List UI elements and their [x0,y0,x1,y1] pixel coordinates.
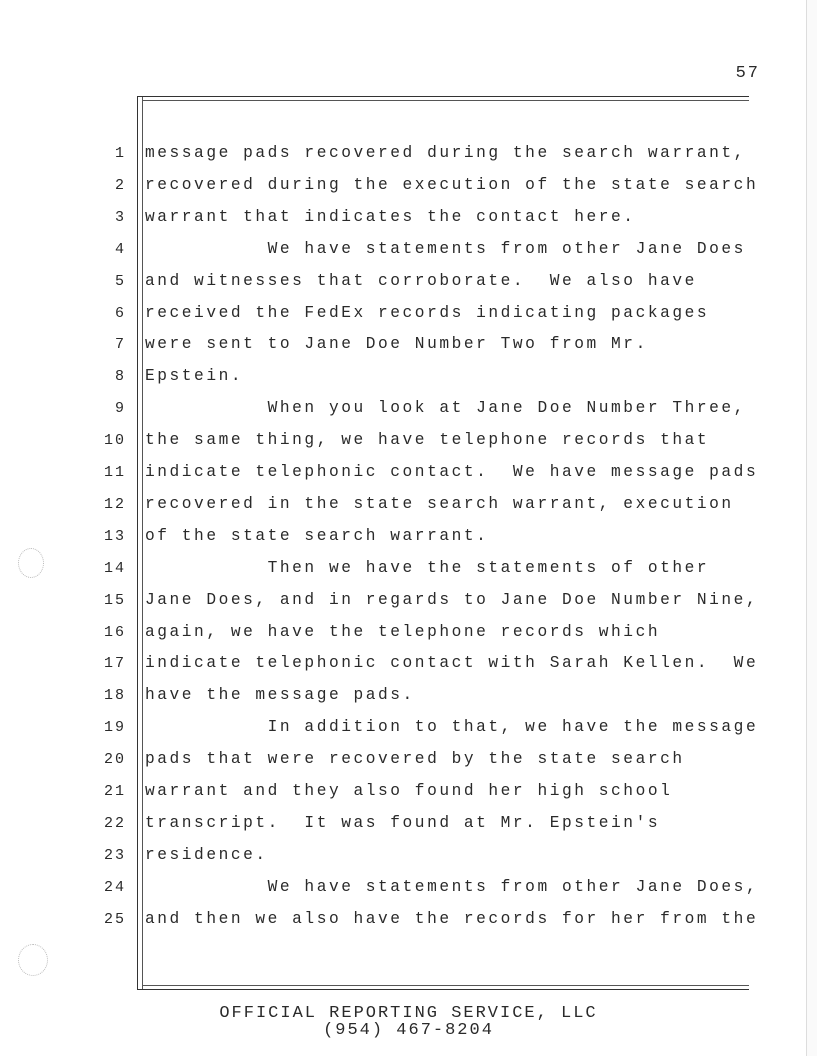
transcript-line [0,265,817,297]
line-number: 18 [103,687,126,705]
transcript-line [0,201,817,233]
line-number: 23 [103,846,126,864]
line-number: 8 [114,368,126,386]
transcript-line [0,137,817,169]
frame-inner-top-rule [142,100,749,101]
transcript-line [0,903,817,935]
transcript-line [0,233,817,265]
line-number: 15 [103,591,126,609]
transcript-line [0,775,817,807]
line-text: Epstein. [145,367,244,386]
line-number: 11 [103,464,126,481]
line-number: 17 [103,655,126,673]
line-text: and witnesses that corroborate. We also have [145,271,697,290]
page-number: 57 [735,64,760,83]
line-text: Jane Does, and in regards to Jane Doe Number Nine, [145,590,759,609]
transcript-line [0,616,817,648]
line-text: In addition to that, we have the message [145,718,759,737]
transcript-line [0,871,817,903]
line-number: 20 [103,751,126,769]
line-number: 21 [103,783,126,800]
line-number: 3 [114,208,126,226]
transcript-line [0,839,817,871]
transcript-line [0,392,817,424]
footer-company: OFFICIAL REPORTING SERVICE, LLC [219,1004,598,1023]
line-number: 9 [114,400,126,418]
transcript-line [0,456,817,488]
transcript-line [0,711,817,743]
transcript-line [0,584,817,616]
transcript-line [0,424,817,456]
line-number: 25 [103,910,126,928]
line-text: warrant and they also found her high school [145,782,673,800]
transcript-line [0,169,817,201]
line-text: again, we have the telephone records which [145,622,661,641]
line-number: 6 [114,304,126,322]
line-text: We have statements from other Jane Does, [145,877,759,896]
line-text: recovered during the execution of the state search [145,175,759,194]
transcript-line [0,488,817,520]
line-text: and then we also have the records for her from the [145,909,759,928]
transcript-line [0,520,817,552]
line-number: 24 [103,878,126,896]
line-number: 16 [103,623,126,641]
hole-punch-mark-1 [18,548,44,578]
line-text: received the FedEx records indicating packages [145,303,710,322]
line-number: 4 [114,240,126,258]
line-text: indicate telephonic contact with Sarah Kellen. We [145,654,759,673]
line-text: transcript. It was found at Mr. Epstein's [145,813,661,832]
line-text: warrant that indicates the contact here. [145,207,636,226]
frame-inner-bottom-rule [142,985,749,986]
line-number: 2 [114,176,126,194]
line-number: 13 [103,527,126,545]
footer-phone: (954) 467-8204 [323,1021,494,1040]
hole-punch-mark-2 [18,944,48,976]
line-text: of the state search warrant. [145,526,489,545]
transcript-line [0,360,817,392]
line-text: pads that were recovered by the state search [145,750,685,769]
line-number: 14 [103,559,126,577]
line-text: were sent to Jane Doe Number Two from Mr. [145,335,648,354]
line-text: have the message pads. [145,686,415,705]
transcript-line [0,328,817,360]
line-text: residence. [145,845,268,864]
transcript-line [0,297,817,329]
transcript-line [0,647,817,679]
transcript-line [0,552,817,584]
line-number: 7 [114,336,126,354]
line-text: Then we have the statements of other [145,558,710,577]
line-number: 5 [114,272,126,290]
line-number: 12 [103,495,126,513]
line-text: indicate telephonic contact. We have message pads [145,463,759,481]
line-number: 22 [103,814,126,832]
transcript-line [0,807,817,839]
transcript-line [0,743,817,775]
line-text: We have statements from other Jane Does [145,239,746,258]
line-number: 10 [103,432,126,450]
line-text: the same thing, we have telephone records that [145,431,710,450]
line-number: 1 [114,145,126,162]
line-number: 19 [103,719,126,737]
line-text: When you look at Jane Doe Number Three, [145,399,746,418]
line-text: message pads recovered during the search warrant, [145,144,746,162]
line-text: recovered in the state search warrant, execution [145,494,734,513]
transcript-line [0,679,817,711]
